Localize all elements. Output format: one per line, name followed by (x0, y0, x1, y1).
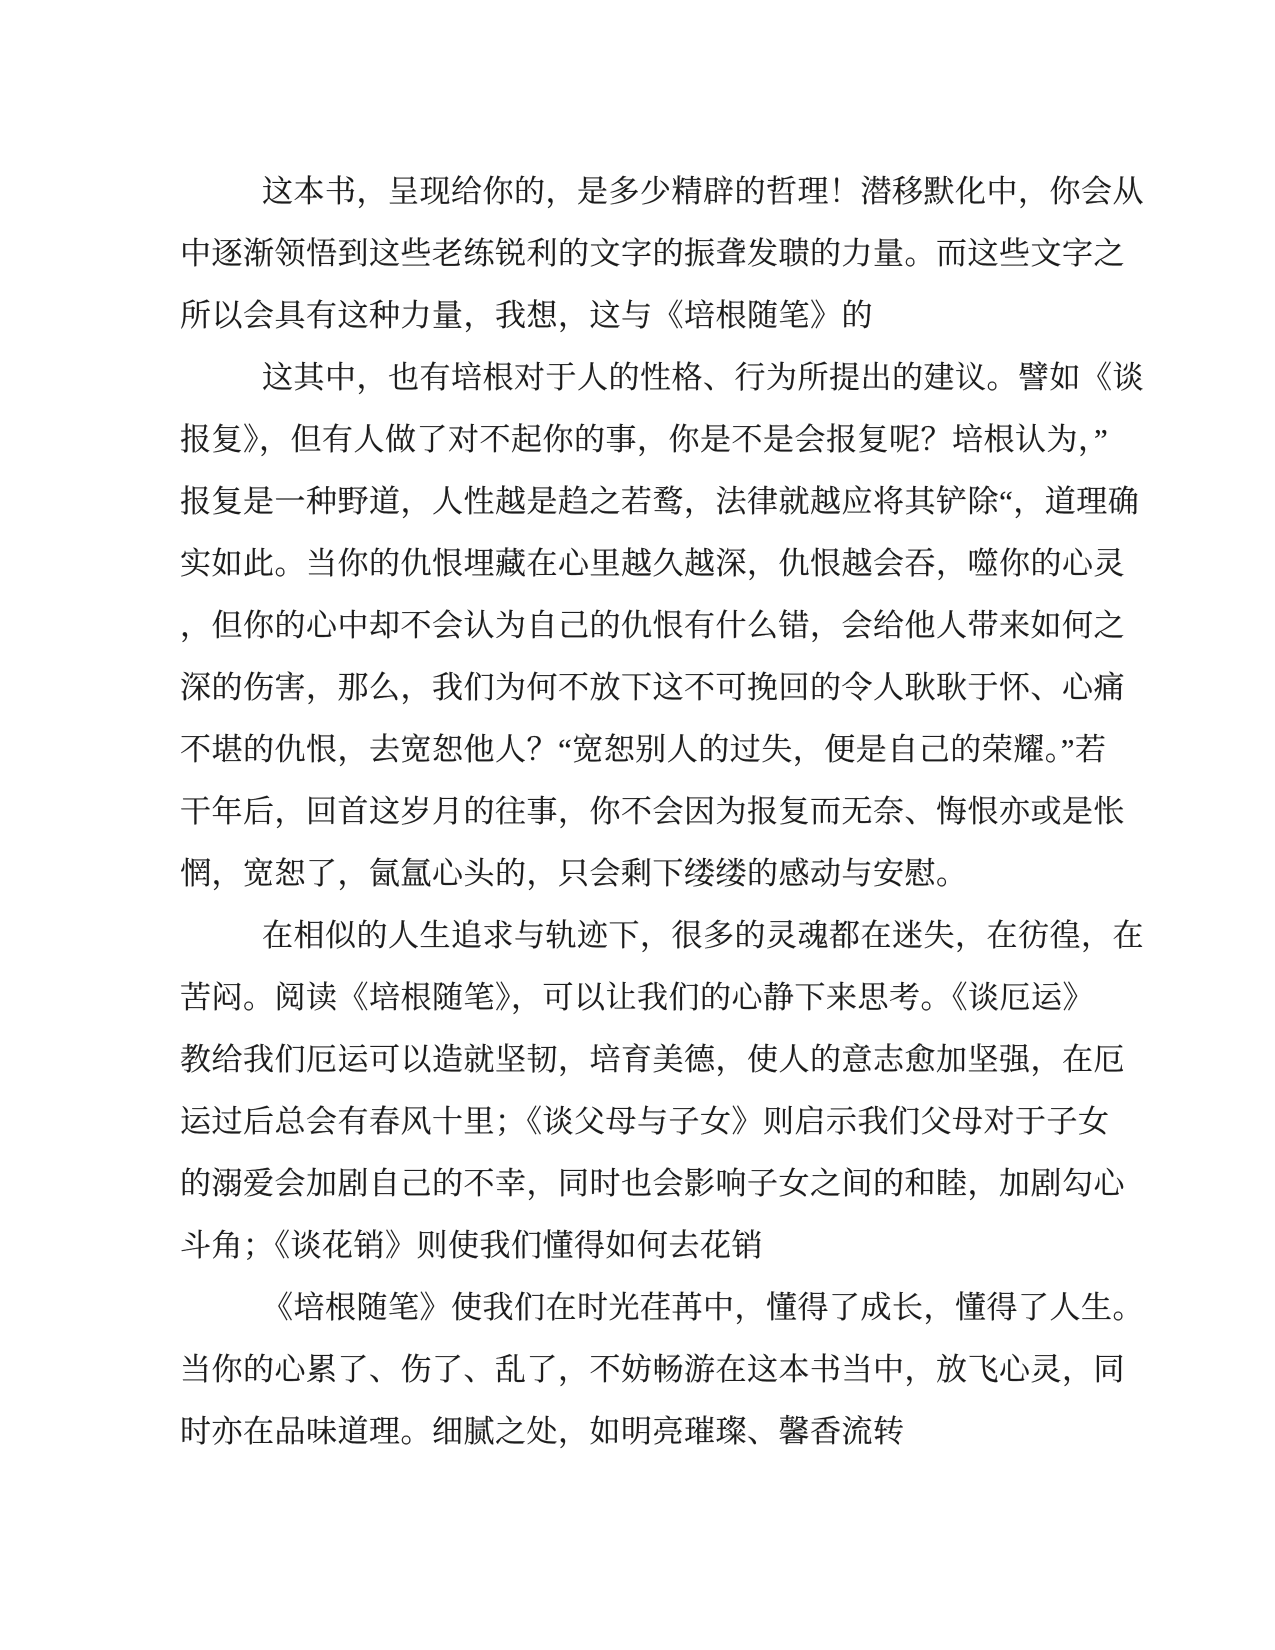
text-line: 实如此。当你的仇恨埋藏在心里越久越深，仇恨越会吞，噬你的心灵 (180, 546, 1125, 581)
text-line: ，但你的心中却不会认为自己的仇恨有什么错，会给他人带来如何之 (180, 608, 1125, 643)
text-line: 所以会具有这种力量，我想，这与《培根随笔》的 (180, 298, 873, 333)
text-line: 这本书，呈现给你的，是多少精辟的哲理！潜移默化中，你会从 (262, 174, 1144, 209)
text-line: 当你的心累了、伤了、乱了，不妨畅游在这本书当中，放飞心灵，同 (180, 1352, 1125, 1387)
text-line: 中逐渐领悟到这些老练锐利的文字的振聋发聩的力量。而这些文字之 (180, 236, 1125, 271)
paragraph (180, 1277, 1145, 1463)
text-line: 不堪的仇恨，去宽恕他人？“宽恕别人的过失，便是自己的荣耀。”若 (180, 732, 1107, 767)
text-line: 《培根随笔》使我们在时光荏苒中，懂得了成长，懂得了人生。 (262, 1290, 1144, 1325)
paragraph (180, 905, 1145, 1277)
text-line: 时亦在品味道理。细腻之处，如明亮璀璨、馨香流转 (180, 1414, 905, 1449)
text-line: 苦闷。阅读《培根随笔》，可以让我们的心静下来思考。《谈厄运》 (180, 980, 1094, 1015)
text-line: 运过后总会有春风十里；《谈父母与子女》则启示我们父母对于子女 (180, 1104, 1110, 1139)
text-line: 干年后，回首这岁月的往事，你不会因为报复而无奈、悔恨亦或是怅 (180, 794, 1125, 829)
text-line: 报复》，但有人做了对不起你的事，你是不是会报复呢？培根认为，” (180, 422, 1109, 457)
text-line: 斗角；《谈花销》则使我们懂得如何去花销 (180, 1228, 763, 1263)
paragraph (180, 161, 1145, 347)
document-page (180, 161, 1145, 1463)
text-line: 教给我们厄运可以造就坚韧，培育美德，使人的意志愈加坚强，在厄 (180, 1042, 1125, 1077)
paragraph (180, 347, 1145, 905)
text-line: 深的伤害，那么，我们为何不放下这不可挽回的令人耿耿于怀、心痛 (180, 670, 1125, 705)
text-line: 惘，宽恕了，氤氲心头的，只会剩下缕缕的感动与安慰。 (180, 856, 968, 891)
text-line: 在相似的人生追求与轨迹下，很多的灵魂都在迷失，在彷徨，在 (262, 918, 1144, 953)
text-line: 报复是一种野道，人性越是趋之若鹜，法律就越应将其铲除“，道理确 (180, 484, 1140, 519)
text-line: 的溺爱会加剧自己的不幸，同时也会影响子女之间的和睦，加剧勾心 (180, 1166, 1125, 1201)
text-line: 这其中，也有培根对于人的性格、行为所提出的建议。譬如《谈 (262, 360, 1144, 395)
